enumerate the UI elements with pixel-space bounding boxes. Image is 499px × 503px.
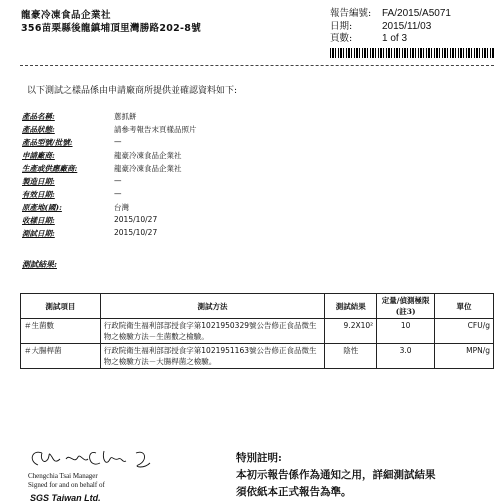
field-value: 2015/10/27 (114, 228, 158, 237)
results-title: 測試結果: (22, 259, 57, 269)
field-label: 有效日期: (22, 190, 55, 199)
signatory (28, 472, 105, 490)
field-label: 收樣日期: (22, 216, 55, 225)
note-line-2: 須依紙本正式報告為準。 (236, 486, 352, 498)
field-value: 2015/10/27 (114, 215, 158, 224)
test-result: 陰性 (325, 344, 377, 369)
sgs-company: SGS Taiwan Ltd. (30, 493, 101, 503)
page-count: 1 of 3 (382, 33, 408, 44)
page-count-row (330, 33, 451, 46)
report-date-label: 日期: (330, 20, 353, 32)
field-value: 台灣 (114, 203, 129, 212)
header-test-result: 測試結果 (325, 294, 377, 319)
test-item: ＃生菌數 (21, 319, 101, 344)
report-date: 2015/11/03 (382, 20, 432, 32)
note-line-1: 本初示報告係作為通知之用，詳細測試結果 (236, 469, 436, 481)
field-value: 龍豪冷凍食品企業社 (114, 151, 182, 160)
company-name: 龍豪冷凍食品企業社 (21, 10, 112, 21)
report-number-label: 報告編號: (330, 8, 372, 19)
header-unit: 單位 (435, 294, 494, 319)
table-header-row (21, 294, 494, 319)
header-test-method: 測試方法 (100, 294, 324, 319)
special-note (236, 450, 436, 501)
field-value: 蔥抓餅 (114, 112, 137, 121)
header-test-item: 測試項目 (21, 294, 101, 319)
note-title: 特別註明: (236, 452, 282, 464)
field-value: — (114, 176, 122, 185)
field-value: 龍豪冷凍食品企業社 (114, 164, 182, 173)
signatory-name: Chengchia Tsai Manager (28, 472, 98, 480)
table-row (21, 319, 494, 344)
report-number: FA/2015/A5071 (382, 8, 451, 19)
test-result: 9.2X10² (325, 319, 377, 344)
field-label: 產品型號/批號: (22, 138, 73, 147)
signature-image (26, 447, 166, 471)
test-unit: MPN/g (435, 344, 494, 369)
header-divider (20, 65, 494, 66)
signatory-behalf: Signed for and on behalf of (28, 481, 105, 489)
barcode-icon (330, 48, 494, 58)
field-label: 原產地(國): (22, 203, 62, 212)
field-label: 製造日期: (22, 177, 55, 186)
report-meta (330, 8, 451, 46)
field-value: — (114, 137, 122, 146)
test-limit: 10 (377, 319, 435, 344)
field-value: — (114, 189, 122, 198)
header-limit: 定量/偵測極限(註3) (377, 294, 435, 319)
intro-text: 以下測試之樣品係由申請廠商所提供並確認資料如下: (27, 86, 238, 96)
test-unit: CFU/g (435, 319, 494, 344)
page-count-label: 頁數: (330, 33, 353, 44)
table-row (21, 344, 494, 369)
report-number-row (330, 8, 451, 21)
results-table (20, 293, 494, 369)
field-label: 申請廠商: (22, 151, 55, 160)
test-limit: 3.0 (377, 344, 435, 369)
field-label: 測試日期: (22, 229, 55, 238)
company-address: 356苗栗縣後龍鎮埔頂里灣勝路202-8號 (21, 23, 202, 34)
test-method: 行政院衛生福利部部授食字第1021950329號公告修正食品微生物之檢驗方法－生菌數之檢驗。 (100, 319, 324, 344)
report-date-row (330, 21, 451, 34)
field-label: 產品名稱: (22, 112, 55, 121)
test-method: 行政院衛生福利部部授食字第1021951163號公告修正食品微生物之檢驗方法－大腸桿菌之檢驗。 (100, 344, 324, 369)
test-item: ＃大腸桿菌 (21, 344, 101, 369)
field-label: 生產或供應廠商: (22, 164, 78, 173)
field-value: 請參考報告末頁樣品照片 (114, 125, 197, 134)
field-label: 產品狀態: (22, 125, 55, 134)
